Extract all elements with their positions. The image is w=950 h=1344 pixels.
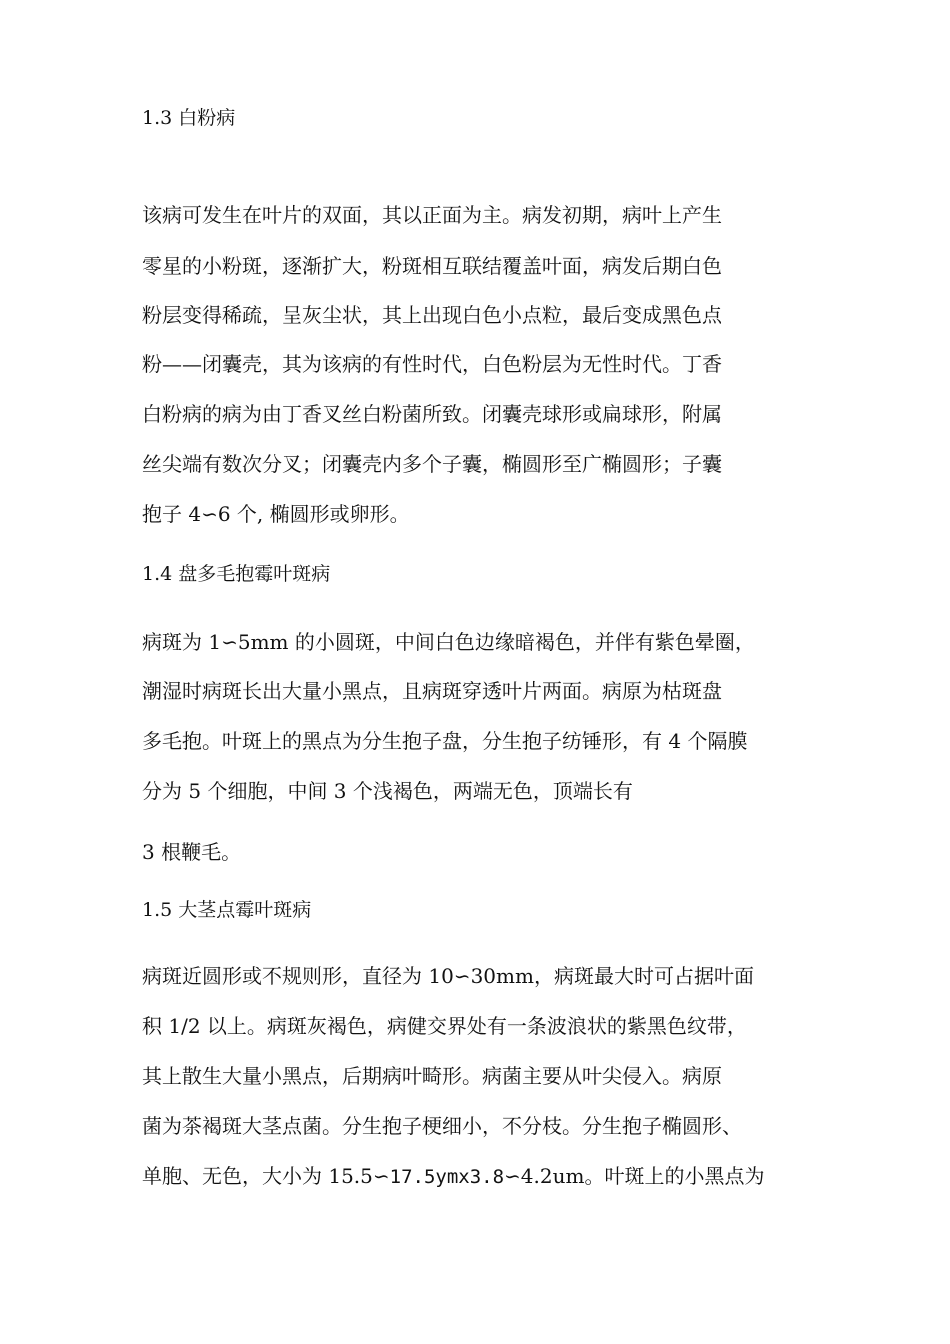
paragraph-line: 多毛抱。叶斑上的黑点为分生抱子盘，分生抱子纺锤形，有 4 个隔膜: [142, 729, 748, 753]
section-heading-1-4: 1.4 盘多毛抱霉叶斑病: [142, 563, 331, 585]
paragraph-line: 积 1/2 以上。病斑灰褐色，病健交界处有一条波浪状的紫黑色纹带，: [142, 1014, 747, 1038]
text-run-monospace: 17.5ymx3.8: [389, 1166, 505, 1188]
paragraph-line: 抱子 4∽6 个, 椭圆形或卵形。: [142, 502, 410, 526]
paragraph-line: 病斑为 1∽5mm 的小圆斑，中间白色边缘暗褐色，并伴有紫色晕圈，: [142, 630, 755, 654]
paragraph-line: 该病可发生在叶片的双面，其以正面为主。病发初期，病叶上产生: [142, 203, 722, 227]
text-run: ∽4.2um。叶斑上的小黑点为: [504, 1164, 765, 1188]
paragraph-line: 3 根鞭毛。: [142, 840, 242, 864]
text-run: 单胞、无色，大小为 15.5∽: [142, 1164, 390, 1188]
paragraph-line: 菌为茶褐斑大茎点菌。分生抱子梗细小，不分枝。分生抱子椭圆形、: [142, 1114, 742, 1138]
paragraph-line: [142, 1162, 764, 1191]
paragraph-line: 零星的小粉斑，逐渐扩大，粉斑相互联结覆盖叶面，病发后期白色: [142, 254, 722, 278]
paragraph-line: 其上散生大量小黑点，后期病叶畸形。病菌主要从叶尖侵入。病原: [142, 1064, 722, 1088]
paragraph-line: 粉——闭囊壳，其为该病的有性时代，白色粉层为无性时代。丁香: [142, 352, 722, 376]
paragraph-line: 白粉病的病为由丁香叉丝白粉菌所致。闭囊壳球形或扁球形，附属: [142, 402, 722, 426]
section-heading-1-3: 1.3 白粉病: [142, 107, 236, 129]
paragraph-line: 粉层变得稀疏，呈灰尘状，其上出现白色小点粒，最后变成黑色点: [142, 303, 722, 327]
paragraph-line: 病斑近圆形或不规则形，直径为 10∽30mm，病斑最大时可占据叶面: [142, 964, 754, 988]
paragraph-line: 潮湿时病斑长出大量小黑点，且病斑穿透叶片两面。病原为枯斑盘: [142, 679, 722, 703]
section-heading-1-5: 1.5 大茎点霉叶斑病: [142, 899, 312, 921]
paragraph-line: 分为 5 个细胞，中间 3 个浅褐色，两端无色，顶端长有: [142, 779, 633, 803]
paragraph-line: 丝尖端有数次分叉；闭囊壳内多个子囊，椭圆形至广椭圆形；子囊: [142, 452, 722, 476]
